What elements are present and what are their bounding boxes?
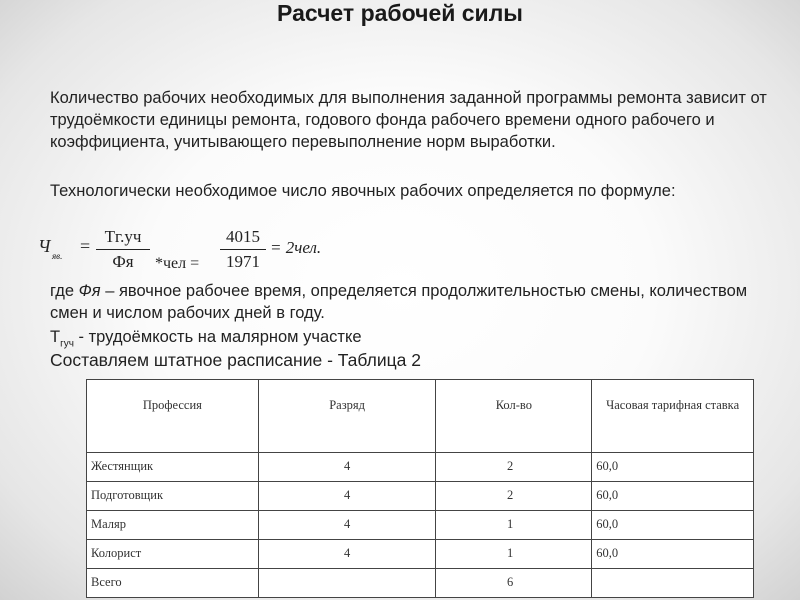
formula-numerator: Тг.уч: [104, 227, 142, 246]
cell-quantity: 1: [436, 511, 592, 540]
formula-fraction-symbolic: [96, 227, 150, 272]
formula-value-numerator: 4015: [226, 227, 260, 246]
formula-result: = 2чел.: [270, 238, 322, 257]
paragraph-fya-definition: [50, 280, 770, 324]
fya-text: – явочное рабочее время, определяется продолжительностью смены, количеством смен и числом рабочих дней в году.: [50, 282, 748, 322]
cell-profession: Маляр: [87, 511, 259, 540]
cell-profession: Жестянщик: [87, 453, 259, 482]
formula-lhs-symbol: Ч: [38, 236, 51, 256]
cell-total-label: Всего: [87, 569, 259, 598]
tguch-text: - трудоёмкость на малярном участке: [73, 328, 362, 346]
formula-unit: *чел =: [155, 255, 200, 272]
cell-quantity: 2: [436, 482, 592, 511]
fya-prefix: где: [50, 282, 79, 300]
table-row: [87, 511, 754, 540]
paragraph-table-intro: Составляем штатное расписание - Таблица 2: [50, 350, 421, 370]
paragraph-workforce-description: Количество рабочих необходимых для выполнения заданной программы ремонта зависит от трудоёмкости единицы ремонта, годового фонда рабочего времени одного рабочего и коэффициента, учитывающего перевыполнение норм выработки.: [50, 89, 767, 151]
fya-symbol: Фя: [78, 282, 101, 300]
fraction-bar: [96, 249, 150, 250]
cell-grade: 4: [258, 540, 436, 569]
cell-rate: 60,0: [592, 540, 754, 569]
header-hourly-rate: Часовая тарифная ставка: [592, 380, 754, 453]
cell-quantity: 1: [436, 540, 592, 569]
header-quantity: Кол-во: [436, 380, 592, 453]
cell-grade: 4: [258, 482, 436, 511]
cell-profession: Подготовщик: [87, 482, 259, 511]
cell-grade: [258, 569, 436, 598]
formula-fraction-numeric: [220, 227, 266, 272]
table-row: [87, 453, 754, 482]
staff-schedule-table: [86, 379, 754, 598]
header-profession: Профессия: [87, 380, 259, 453]
tguch-subscript: гуч: [60, 338, 74, 350]
table-row: [87, 482, 754, 511]
formula-lhs-subscript: яв.: [52, 251, 63, 261]
cell-rate: [592, 569, 754, 598]
cell-grade: 4: [258, 511, 436, 540]
formula-value-denominator: 1971: [226, 252, 260, 271]
cell-rate: 60,0: [592, 511, 754, 540]
table-row: [87, 540, 754, 569]
formula-equals: =: [80, 236, 91, 256]
fraction-bar: [220, 249, 266, 250]
table-header-row: [87, 380, 754, 453]
slide-title: Расчет рабочей силы: [277, 0, 523, 26]
cell-rate: 60,0: [592, 453, 754, 482]
formula: [38, 224, 438, 276]
cell-rate: 60,0: [592, 482, 754, 511]
cell-total-quantity: 6: [436, 569, 592, 598]
cell-quantity: 2: [436, 453, 592, 482]
paragraph-formula-intro: Технологически необходимое число явочных рабочих определяется по формуле:: [50, 182, 676, 200]
header-grade: Разряд: [258, 380, 436, 453]
formula-denominator: Фя: [112, 252, 134, 271]
table-total-row: [87, 569, 754, 598]
cell-profession: Колорист: [87, 540, 259, 569]
tguch-symbol: Т: [50, 328, 61, 346]
cell-grade: 4: [258, 453, 436, 482]
